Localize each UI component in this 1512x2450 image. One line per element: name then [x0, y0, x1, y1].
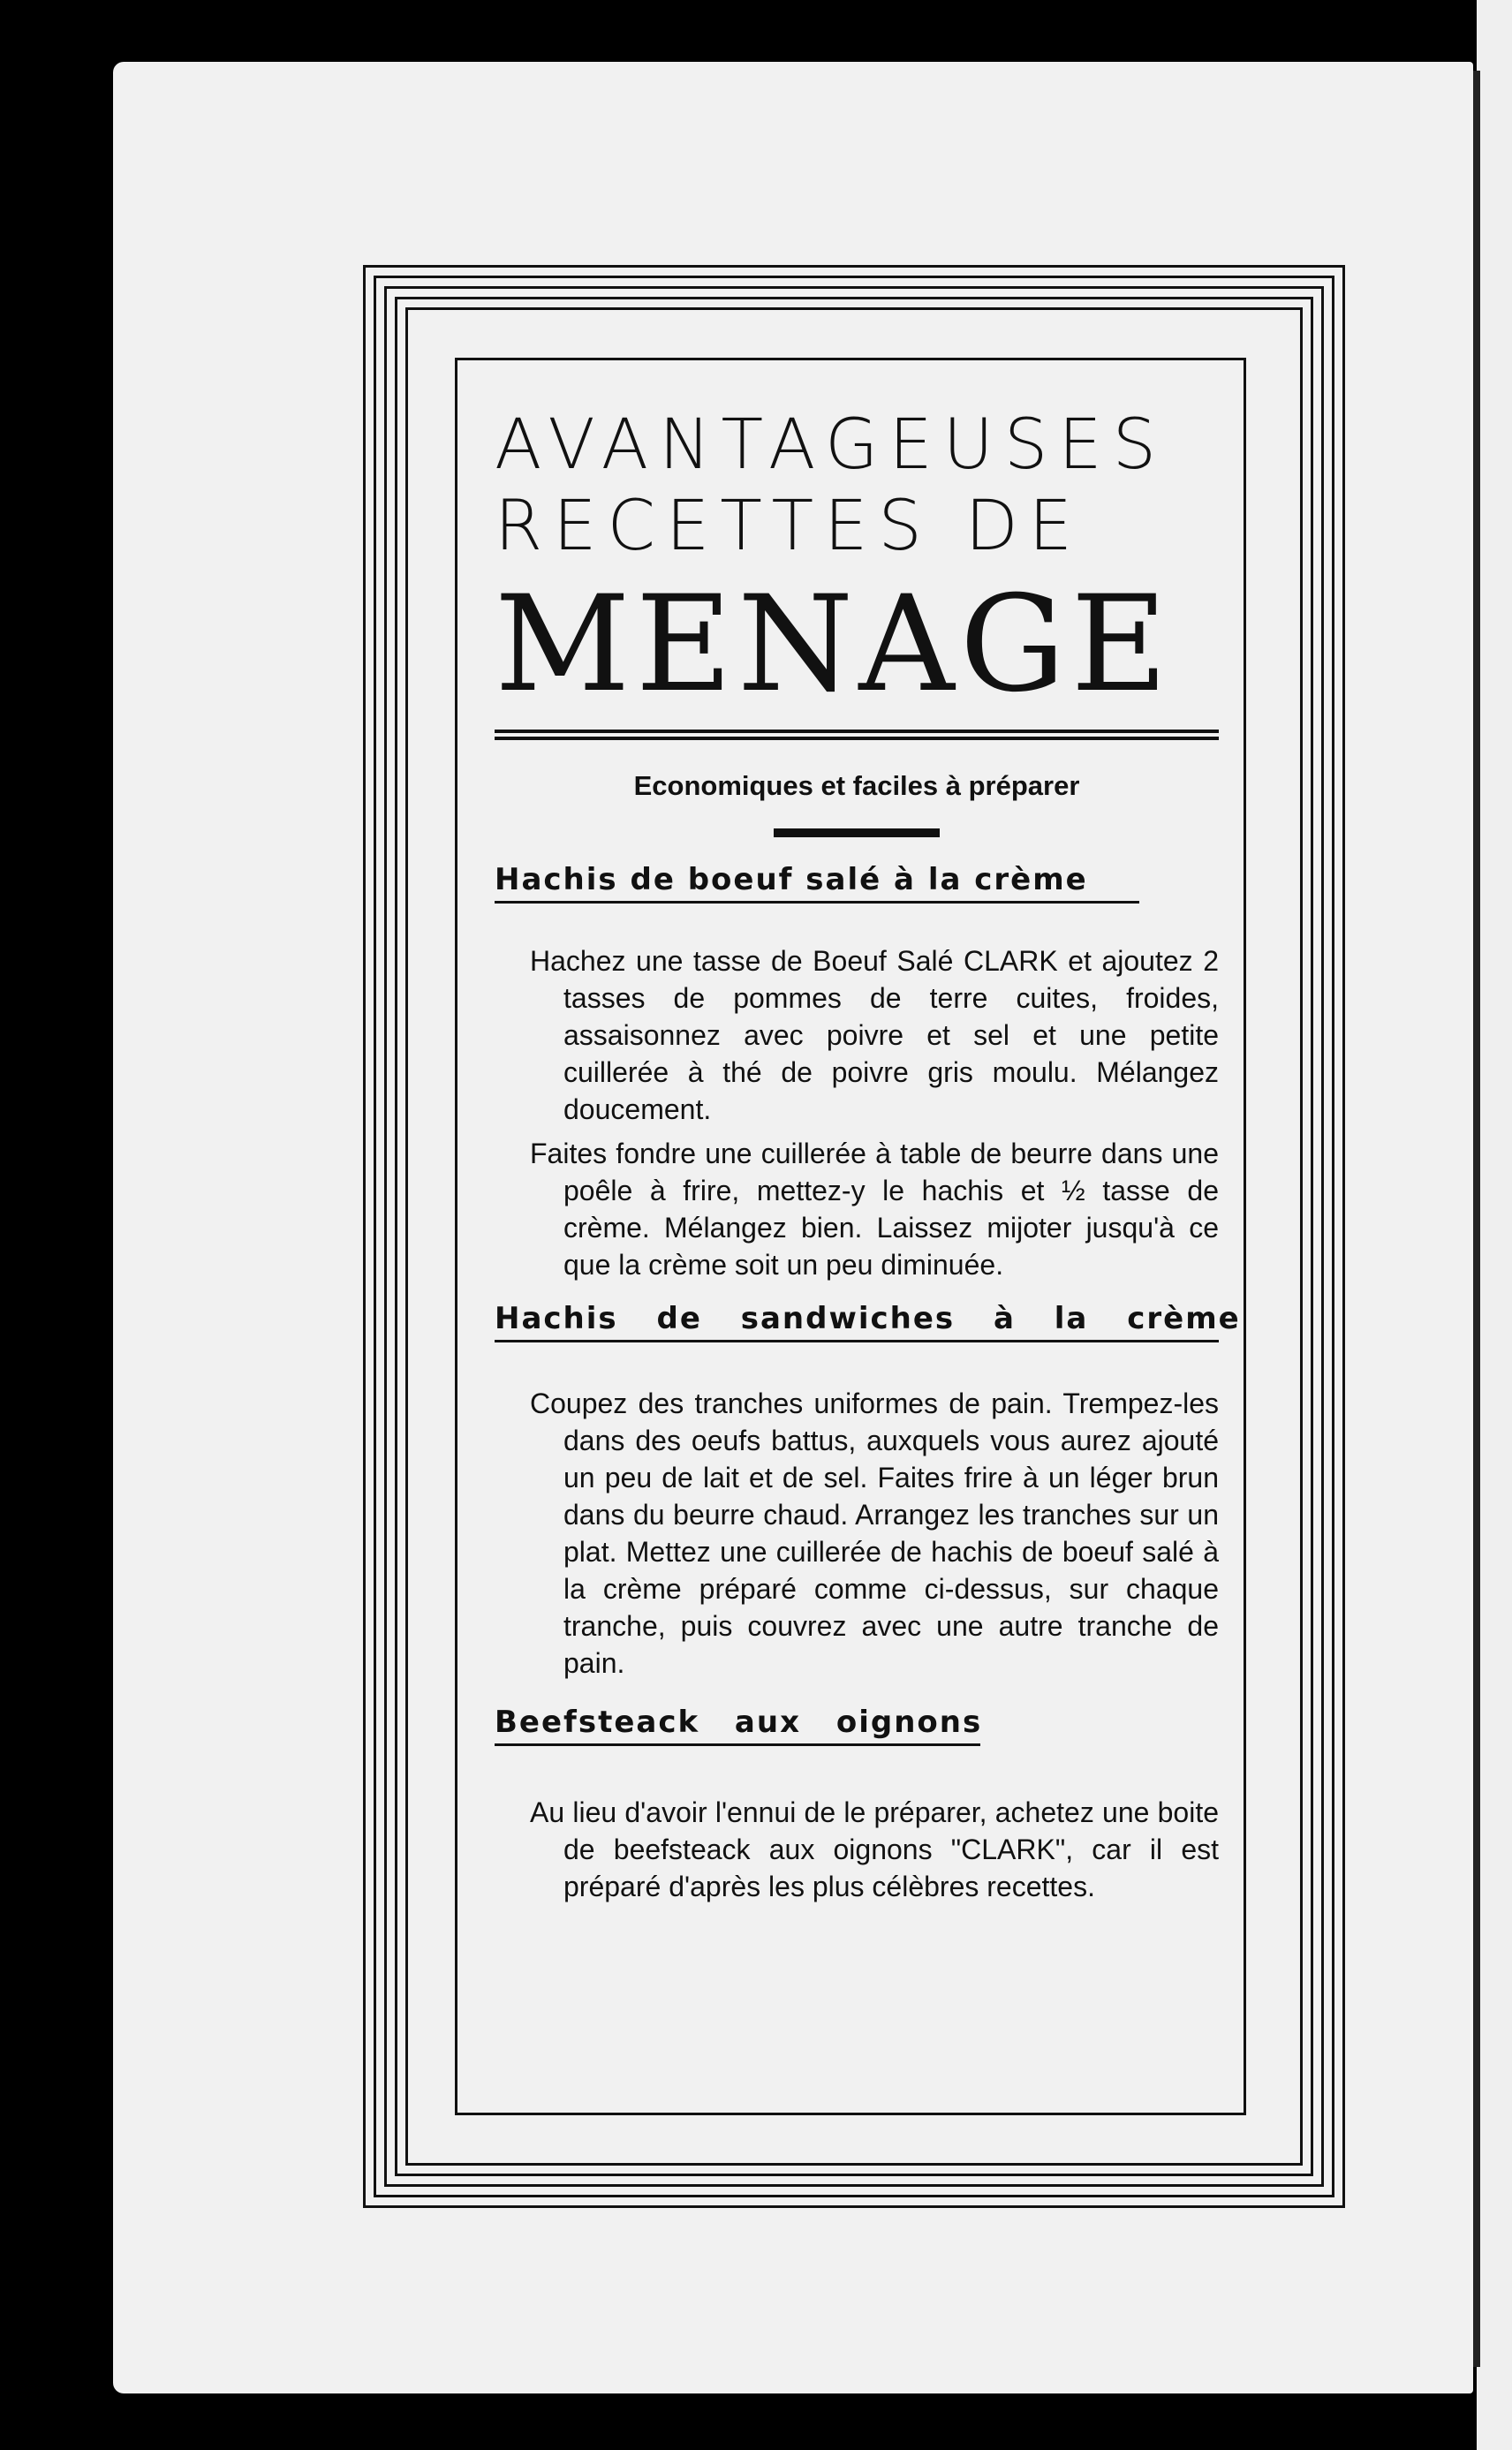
- title-line-1: AVANTAGEUSES: [495, 405, 1168, 485]
- recipe-paragraph: Hachez une tasse de Boeuf Salé CLARK et ajoutez 2 tasses de pommes de terre cuites, froides, assaisonnez avec poivre et sel et une petite cuillerée à thé de poivre gris moulu. Mélangez doucement.: [530, 945, 1219, 1125]
- recipe-paragraph: Coupez des tranches uniformes de pain. Trempez-les dans des oeufs battus, auxquels vous aurez ajouté un peu de lait et de sel. Faites frire à un léger brun dans du beurre chaud. Arrangez les tranches sur un plat. Mettez une cuillerée de hachis de boeuf salé à la crème préparé comme ci-dessus, sur chaque tranche, puis couvrez avec une autre tranche de pain.: [530, 1388, 1219, 1679]
- title-line-2: RECETTES DE: [495, 487, 1084, 566]
- subtitle-divider: [774, 828, 940, 837]
- page-gutter-shadow: [1473, 71, 1480, 2367]
- recipe-title-beefsteack: Beefsteack aux oignons: [495, 1705, 980, 1746]
- recipe-paragraph: Faites fondre une cuillerée à table de beurre dans une poêle à frire, mettez-y le hachis et ½ tasse de crème. Mélangez bien. Laissez mijoter jusqu'à ce que la crème soit un peu diminuée.: [530, 1138, 1219, 1281]
- recipe-sheet: [495, 371, 1241, 1905]
- subtitle: Economiques et faciles à préparer: [633, 770, 1080, 801]
- title-divider: [495, 730, 1219, 740]
- title-line-3: MENAGE: [495, 568, 1173, 722]
- adjacent-page-edge: [1477, 0, 1512, 2450]
- recipe-title-hachis-sandwiches: Hachis de sandwiches à la crème: [495, 1301, 1219, 1342]
- recipe-paragraph: Au lieu d'avoir l'ennui de le préparer, achetez une boite de beefsteack aux oignons "CLARK", car il est préparé d'après les plus célèbres recettes.: [530, 1796, 1219, 1902]
- recipe-title-hachis-boeuf: Hachis de boeuf salé à la crème: [495, 862, 1139, 904]
